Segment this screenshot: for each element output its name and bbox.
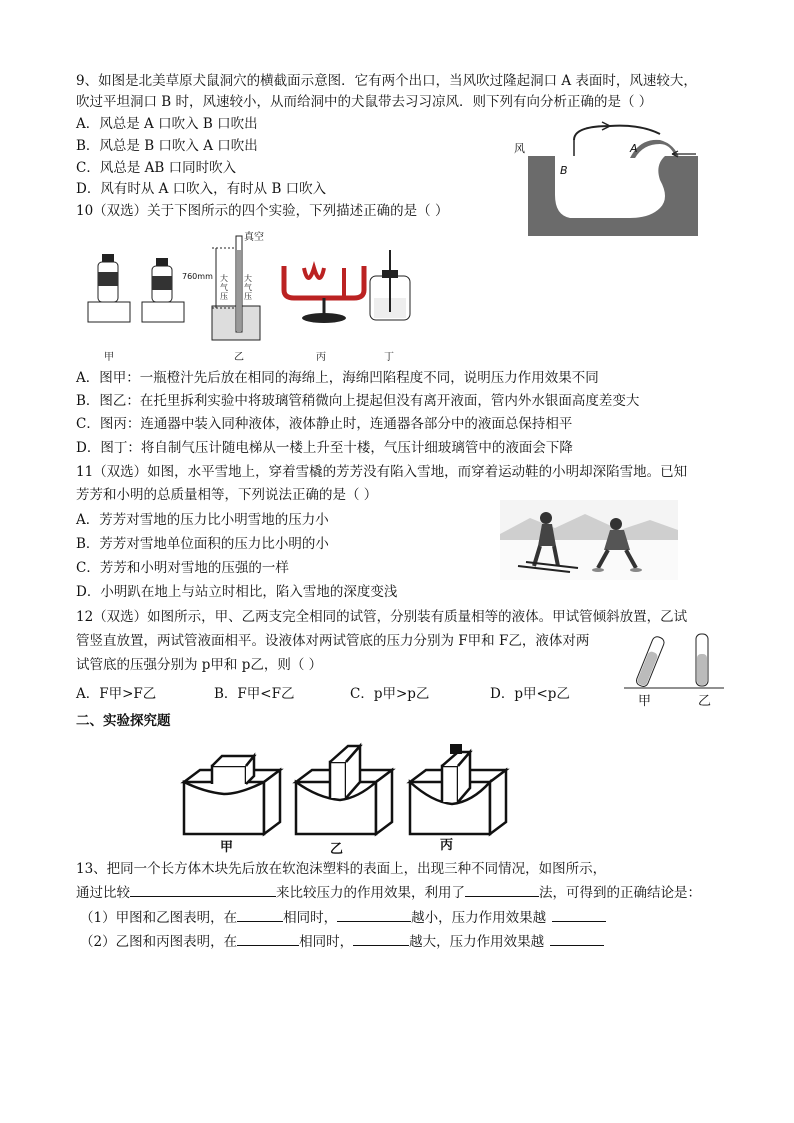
q10-caption-bing: 丙 [316, 352, 326, 363]
q11-option-d: D．小明趴在地上与站立时相比，陷入雪地的深度变浅 [76, 584, 398, 600]
q9-option-b: B．风总是 B 口吹入 A 口吹出 [76, 138, 258, 154]
q12-stem-line1: 12（双选）如图所示，甲、乙两支完全相同的试管，分别装有质量相等的液体。甲试管倾斜放置，乙试 [76, 609, 688, 625]
q10-option-c: C．图丙：连通器中装入同种液体，液体静止时，连通器各部分中的液面总保持相平 [76, 416, 573, 432]
q13-sub2 [80, 932, 604, 951]
q11-option-b: B．芳芳对雪地单位面积的压力比小明的小 [76, 536, 329, 552]
q13-stem-line1: 13、把同一个长方体木块先后放在软泡沫塑料的表面上，出现三种不同情况，如图所示， [76, 861, 607, 877]
test-tubes-figure [620, 632, 730, 712]
q10-option-b: B．图乙：在托里拆利实验中将玻璃管稍微向上提起但没有离开液面，管内外水银面高度差变大 [76, 393, 640, 409]
q10-caption-yi: 乙 [234, 352, 244, 363]
q12-option-a: A．F甲>F乙 [76, 686, 157, 702]
blank-method[interactable] [465, 883, 539, 897]
tube-caption-yi: 乙 [698, 694, 712, 709]
blank-sub1-var[interactable] [337, 908, 411, 922]
blank-sub1-same[interactable] [237, 908, 283, 922]
wind-label: 风 [514, 142, 525, 155]
height-label: 760mm [182, 272, 213, 281]
blank-sub2-var[interactable] [353, 932, 409, 946]
q13-sub2-c: 越大，压力作用效果越 [409, 934, 545, 950]
q10-option-a: A．图甲：一瓶橙汁先后放在相同的海绵上，海绵凹陷程度不同，说明压力作用效果不同 [76, 370, 599, 386]
q13-sub1 [80, 908, 606, 927]
foam-caption-jia: 甲 [220, 840, 234, 855]
q9-option-a: A．风总是 A 口吹入 B 口吹出 [76, 116, 258, 132]
q13-sub1-c: 越小，压力作用效果越 [411, 910, 547, 926]
blank-sub2-effect[interactable] [550, 932, 604, 946]
snow-figure [500, 500, 678, 580]
section-title: 二、实验探究题 [76, 713, 171, 729]
burrow-figure [510, 120, 710, 240]
vacuum-label: 真空 [244, 232, 264, 243]
q12-option-c: C．p甲>p乙 [350, 686, 430, 702]
opening-a-label: A [630, 142, 638, 155]
q11-option-c: C．芳芳和小明对雪地的压强的一样 [76, 560, 289, 576]
blank-compare[interactable] [130, 883, 276, 897]
foam-caption-yi: 乙 [330, 842, 344, 857]
q9-stem-line1: 9、如图是北美草原犬鼠洞穴的横截面示意图．它有两个出口，当风吹过隆起洞口 A 表面时，风速较大， [76, 73, 697, 89]
q10-figures [84, 228, 444, 363]
q13-sub2-a: （2）乙图和丙图表明，在 [80, 934, 238, 950]
q11-stem-line2: 芳芳和小明的总质量相等，下列说法正确的是（ ） [76, 487, 378, 503]
foam-blocks-figure [180, 742, 510, 857]
q13-text-conclusion: 法，可得到的正确结论是： [539, 885, 701, 901]
q12-stem-line3: 试管底的压强分别为 p甲和 p乙，则（ ） [76, 657, 323, 673]
q10-caption-ding: 丁 [384, 352, 394, 363]
q11-option-a: A．芳芳对雪地的压力比小明雪地的压力小 [76, 512, 329, 528]
q13-sub1-a: （1）甲图和乙图表明，在 [80, 910, 238, 926]
blank-sub2-same[interactable] [237, 932, 299, 946]
q9-option-c: C．风总是 AB 口同时吹入 [76, 160, 237, 176]
atm-label-right: 大气压 [244, 274, 252, 301]
q13-stem-line2 [76, 883, 701, 902]
q10-caption-jia: 甲 [104, 352, 114, 363]
q9-stem-line2: 吹过平坦洞口 B 时，风速较小，从而给洞中的犬鼠带去习习凉风．则下列有向分析正确的是（ ） [76, 94, 653, 110]
q12-option-b: B．F甲<F乙 [214, 686, 295, 702]
q9-option-d: D．风有时从 A 口吹入，有时从 B 口吹入 [76, 181, 327, 197]
foam-caption-bing: 丙 [440, 838, 454, 853]
q10-option-d: D．图丁：将自制气压计随电梯从一楼上升至十楼，气压计细玻璃管中的液面会下降 [76, 440, 573, 456]
q12-stem-line2: 管竖直放置，两试管液面相平。设液体对两试管底的压力分别为 F甲和 F乙，液体对两 [76, 633, 590, 649]
q11-stem-line1: 11（双选）如图，水平雪地上，穿着雪橇的芳芳没有陷入雪地，而穿着运动鞋的小明却深陷雪地。已知 [76, 464, 688, 480]
opening-b-label: B [560, 164, 568, 177]
blank-sub1-effect[interactable] [552, 908, 606, 922]
q13-text-compare: 通过比较 [76, 885, 130, 901]
atm-label-left: 大气压 [220, 274, 228, 301]
q13-sub2-b: 相同时， [299, 934, 354, 950]
q13-text-method: 来比较压力的作用效果，利用了 [276, 885, 465, 901]
q13-sub1-b: 相同时， [283, 910, 338, 926]
q10-stem: 10（双选）关于下图所示的四个实验，下列描述正确的是（ ） [76, 203, 449, 219]
q12-option-d: D．p甲<p乙 [490, 686, 570, 702]
tube-caption-jia: 甲 [638, 694, 652, 709]
